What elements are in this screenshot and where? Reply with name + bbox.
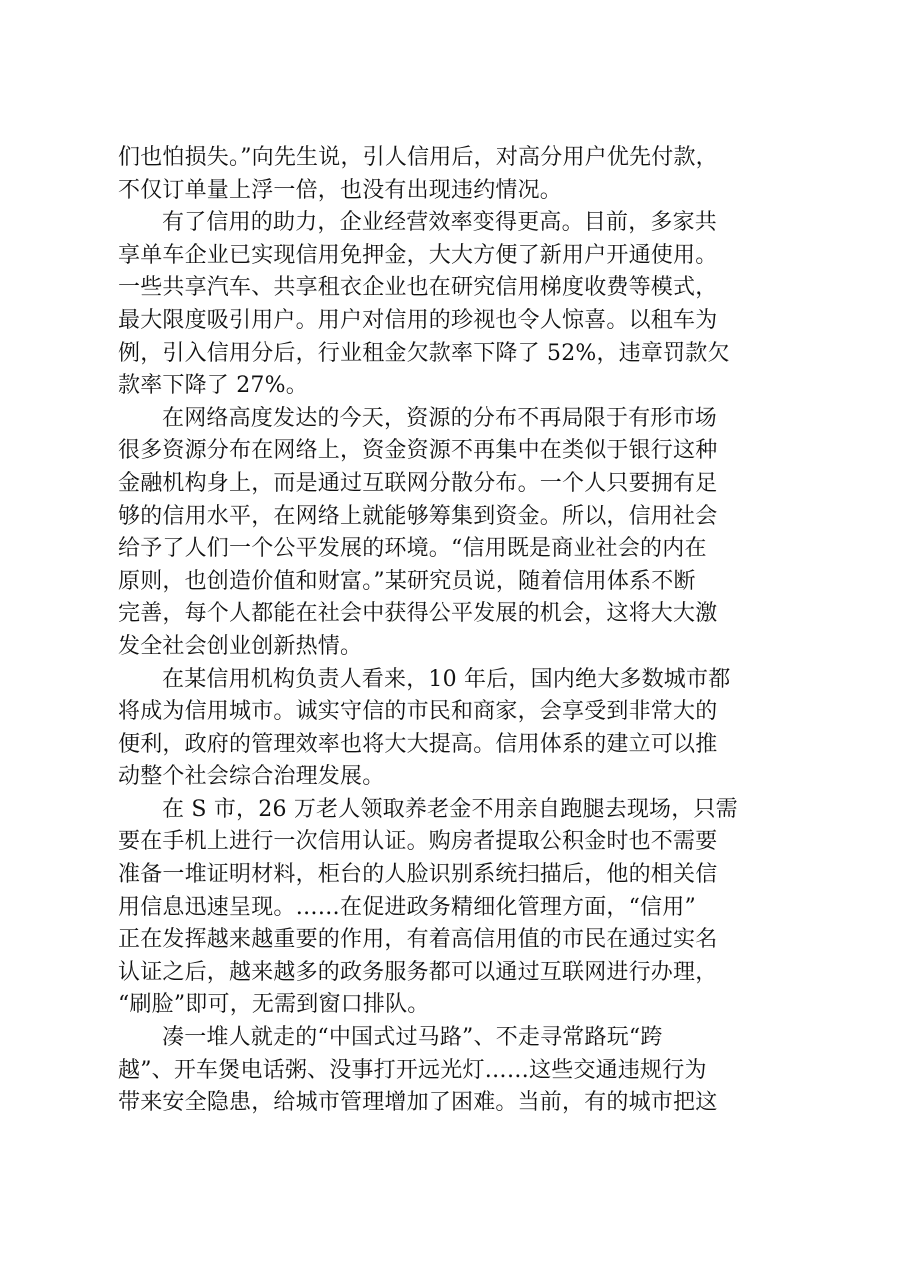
paragraph-3 — [118, 403, 798, 664]
text-line: 正在发挥越来越重要的作用，有着高信用值的市民在通过实名 — [118, 927, 718, 953]
text-line: 认证之后，越来越多的政务服务都可以通过互联网进行办理， — [118, 959, 718, 985]
text-line-first: 凑一堆人就走的“中国式过马路”、不走寻常路玩“跨 — [162, 1025, 663, 1051]
text-line: 不仅订单量上浮一倍，也没有出现违约情况。 — [118, 177, 563, 203]
text-line: 金融机构身上，而是通过互联网分散分布。一个人只要拥有足 — [118, 470, 718, 496]
text-line: 一些共享汽车、共享租衣企业也在研究信用梯度收费等模式， — [118, 275, 718, 301]
paragraph-4 — [118, 664, 798, 794]
paragraph-2 — [118, 207, 798, 403]
text-line: 用信息迅速呈现。……在促进政务精细化管理方面，“信用” — [118, 894, 696, 920]
text-line: 原则，也创造价值和财富。”某研究员说，随着信用体系不断 — [118, 568, 696, 594]
text-line-first: 在 S 市，26 万老人领取养老金不用亲自跑腿去现场，只需 — [162, 796, 738, 822]
text-line: 越”、开车煲电话粥、没事打开远光灯……这些交通违规行为 — [118, 1057, 707, 1083]
text-line: “刷脸”即可，无需到窗口排队。 — [118, 992, 430, 1018]
text-line: 带来安全隐患，给城市管理增加了困难。当前，有的城市把这 — [118, 1090, 718, 1116]
text-line: 很多资源分布在网络上，资金资源不再集中在类似于银行这种 — [118, 438, 718, 464]
text-line: 享单车企业已实现信用免押金，大大方便了新用户开通使用。 — [118, 242, 718, 268]
text-line-first: 在网络高度发达的今天，资源的分布不再局限于有形市场 — [162, 405, 718, 431]
text-line: 款率下降了 27%。 — [118, 373, 308, 399]
text-line: 完善，每个人都能在社会中获得公平发展的机会，这将大大激 — [118, 601, 718, 627]
text-line: 例，引入信用分后，行业租金欠款率下降了 52%，违章罚款欠 — [118, 340, 730, 366]
paragraph-1 — [118, 142, 798, 207]
document-body — [118, 142, 798, 1120]
text-line: 给予了人们一个公平发展的环境。“信用既是商业社会的内在 — [118, 536, 707, 562]
text-line-first: 在某信用机构负责人看来，10 年后，国内绝大多数城市都 — [162, 666, 731, 692]
paragraph-5 — [118, 794, 798, 1022]
text-line: 最大限度吸引用户。用户对信用的珍视也令人惊喜。以租车为 — [118, 307, 718, 333]
text-line: 们也怕损失。”向先生说，引人信用后，对高分用户优先付款， — [118, 145, 718, 170]
text-line: 要在手机上进行一次信用认证。购房者提取公积金时也不需要 — [118, 829, 718, 855]
text-line: 发全社会创业创新热情。 — [118, 633, 363, 659]
text-line: 够的信用水平，在网络上就能够筹集到资金。所以，信用社会 — [118, 503, 718, 529]
text-line: 动整个社会综合治理发展。 — [118, 764, 385, 790]
text-line: 便利，政府的管理效率也将大大提高。信用体系的建立可以推 — [118, 731, 718, 757]
text-line: 准备一堆证明材料，柜台的人脸识别系统扫描后，他的相关信 — [118, 862, 718, 888]
text-line-first: 有了信用的助力，企业经营效率变得更高。目前，多家共 — [162, 210, 718, 236]
text-line: 将成为信用城市。诚实守信的市民和商家，会享受到非常大的 — [118, 699, 718, 725]
paragraph-6 — [118, 1022, 798, 1120]
